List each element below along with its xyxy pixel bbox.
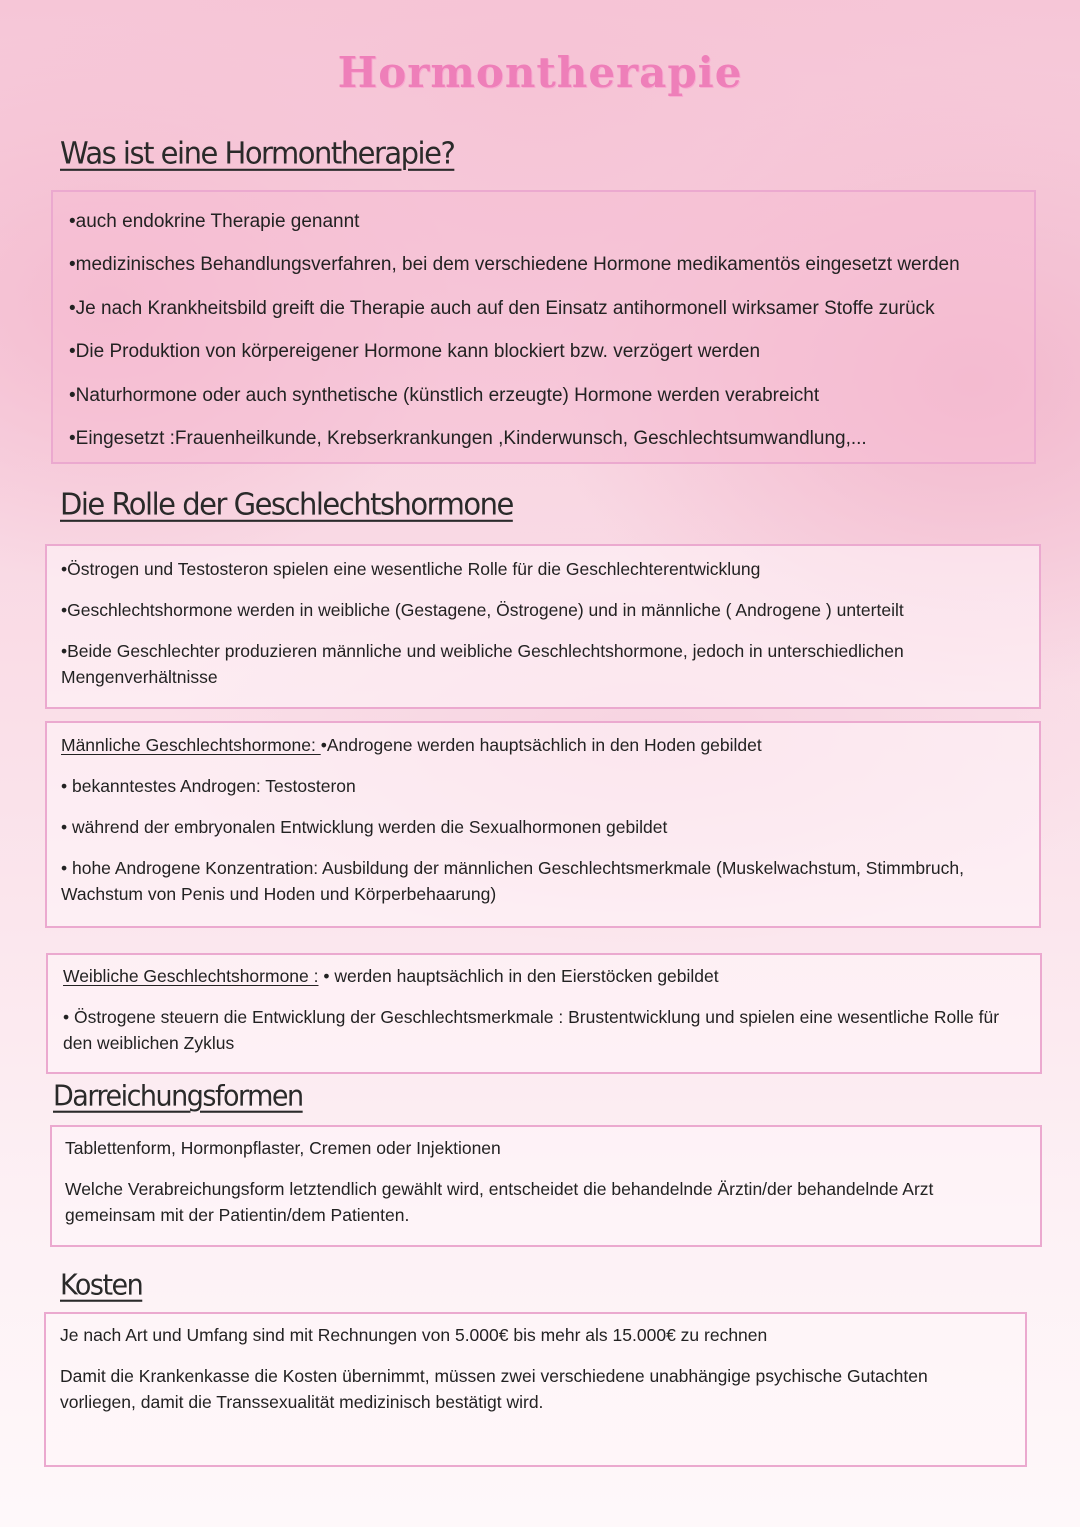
heading-costs: Kosten — [60, 1269, 143, 1302]
heading-role: Die Rolle der Geschlechtshormone — [60, 486, 513, 522]
list-item: •Beide Geschlechter produzieren männliche und weibliche Geschlechtshormone, jedoch in unterschiedlichen Mengenverhältnisse — [61, 641, 904, 687]
male-hormones-box — [45, 721, 1041, 928]
list-item: •Die Produktion von körpereigener Hormone kann blockiert bzw. verzögert werden — [69, 341, 761, 363]
list-item: Damit die Krankenkasse die Kosten übernimmt, müssen zwei verschiedene unabhängige psychische Gutachten vorliegen, damit die Transsexualität medizinisch bestätigt wird. — [60, 1366, 928, 1412]
list-item: •Eingesetzt :Frauenheilkunde, Krebserkrankungen ,Kinderwunsch, Geschlechtsumwandlung,... — [69, 428, 867, 450]
role-box — [45, 544, 1041, 709]
list-item: •Je nach Krankheitsbild greift die Therapie auch auf den Einsatz antihormonell wirksamer Stoffe zurück — [69, 297, 935, 319]
list-item: • hohe Androgene Konzentration: Ausbildung der männlichen Geschlechtsmerkmale (Muskelwachstum, Stimmbruch, Wachstum von Penis und Hoden und Körperbehaarung) — [61, 858, 964, 904]
female-hormones-first: • werden hauptsächlich in den Eierstöcken gebildet — [318, 966, 719, 986]
heading-forms: Darreichungsformen — [53, 1080, 303, 1113]
what-is-box — [51, 190, 1036, 464]
male-hormones-first: •Androgene werden hauptsächlich in den Hoden gebildet — [320, 735, 762, 755]
female-hormones-label: Weibliche Geschlechtshormone : — [63, 966, 319, 986]
list-item: •medizinisches Behandlungsverfahren, bei dem verschiedene Hormone medikamentös eingesetzt werden — [69, 254, 960, 276]
list-item: • Östrogene steuern die Entwicklung der Geschlechtsmerkmale : Brustentwicklung und spielen eine wesentliche Rolle für den weiblichen Zyklus — [63, 1007, 1000, 1053]
list-item: • während der embryonalen Entwicklung werden die Sexualhormonen gebildet — [61, 817, 668, 837]
list-item: •Geschlechtshormone werden in weibliche (Gestagene, Östrogene) und in männliche ( Androgene ) unterteilt — [61, 600, 904, 620]
list-item: •Östrogen und Testosteron spielen eine wesentliche Rolle für die Geschlechterentwicklung — [61, 559, 761, 579]
list-item: Tablettenform, Hormonpflaster, Cremen oder Injektionen — [65, 1138, 501, 1158]
forms-box — [50, 1125, 1042, 1247]
page-title: Hormontherapie — [337, 48, 743, 97]
list-item: Je nach Art und Umfang sind mit Rechnungen von 5.000€ bis mehr als 15.000€ zu rechnen — [60, 1325, 768, 1345]
list-item: • bekanntestes Androgen: Testosteron — [61, 776, 356, 796]
list-item: Welche Verabreichungsform letztendlich gewählt wird, entscheidet die behandelnde Ärztin/der behandelnde Arzt gemeinsam mit der Patientin/dem Patienten. — [65, 1179, 934, 1225]
costs-box — [44, 1312, 1027, 1467]
male-hormones-label: Männliche Geschlechtshormone: — [61, 735, 321, 755]
heading-what-is: Was ist eine Hormontherapie? — [60, 135, 455, 171]
female-hormones-box — [46, 953, 1042, 1074]
list-item: •Naturhormone oder auch synthetische (künstlich erzeugte) Hormone werden verabreicht — [69, 384, 820, 406]
list-item: •auch endokrine Therapie genannt — [69, 211, 360, 232]
